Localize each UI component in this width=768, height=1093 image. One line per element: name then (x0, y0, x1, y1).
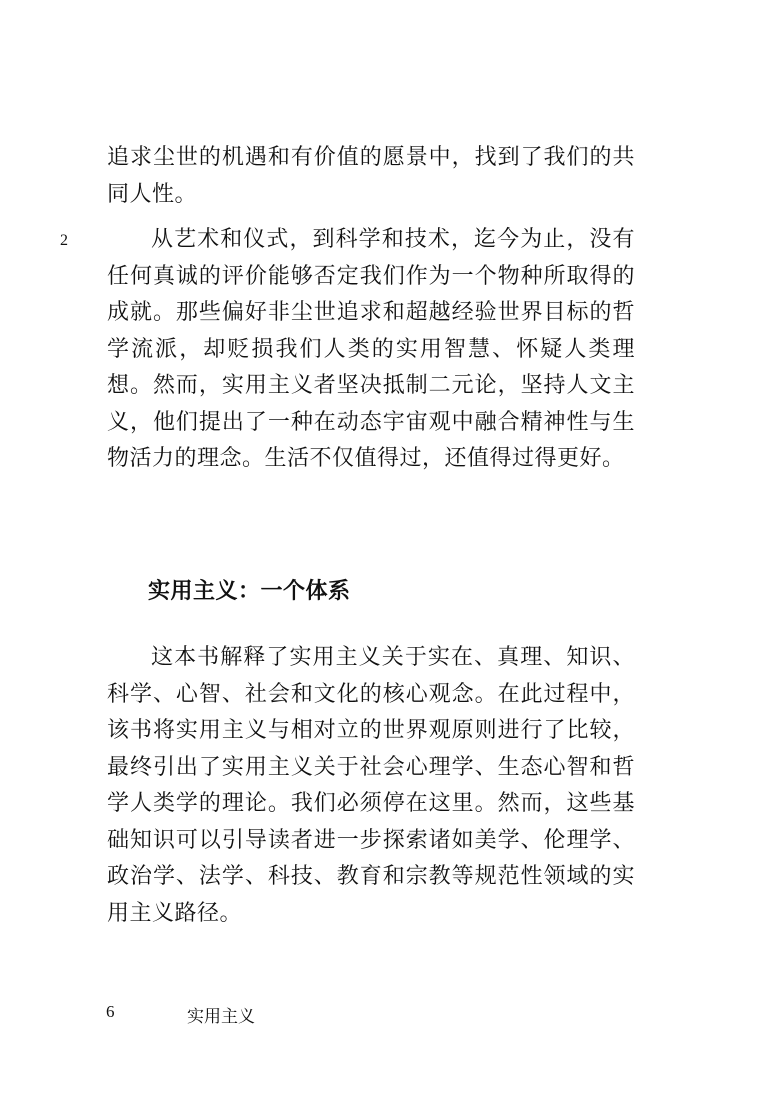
body-paragraph: 这本书解释了实用主义关于实在、真理、知识、科学、心智、社会和文化的核心观念。在此过程中，该书将实用主义与相对立的世界观原则进行了比较，最终引出了实用主义关于社会心理学、生态心智和哲学人类学的理论。我们必须停在这里。然而，这些基础知识可以引导读者进一步探索诸如美学、伦理学、政治学、法学、科技、教育和宗教等规范性领域的实用主义路径。 (107, 645, 635, 926)
body-paragraph: 从艺术和仪式，到科学和技术，迄今为止，没有任何真诚的评价能够否定我们作为一个物种所取得的成就。那些偏好非尘世追求和超越经验世界目标的哲学流派，却贬损我们人类的实用智慧、怀疑人类理想。然而，实用主义者坚决抵制二元论，坚持人文主义，他们提出了一种在动态宇宙观中融合精神性与生物活力的理念。生活不仅值得过，还值得过得更好。 (107, 227, 635, 471)
page-number: 6 (106, 1002, 115, 1021)
running-title: 实用主义 (187, 1007, 255, 1026)
section-heading: 实用主义：一个体系 (148, 578, 351, 604)
margin-note-number: 2 (60, 232, 68, 249)
body-paragraph-continued: 追求尘世的机遇和有价值的愿景中，找到了我们的共同人性。 (107, 145, 635, 207)
